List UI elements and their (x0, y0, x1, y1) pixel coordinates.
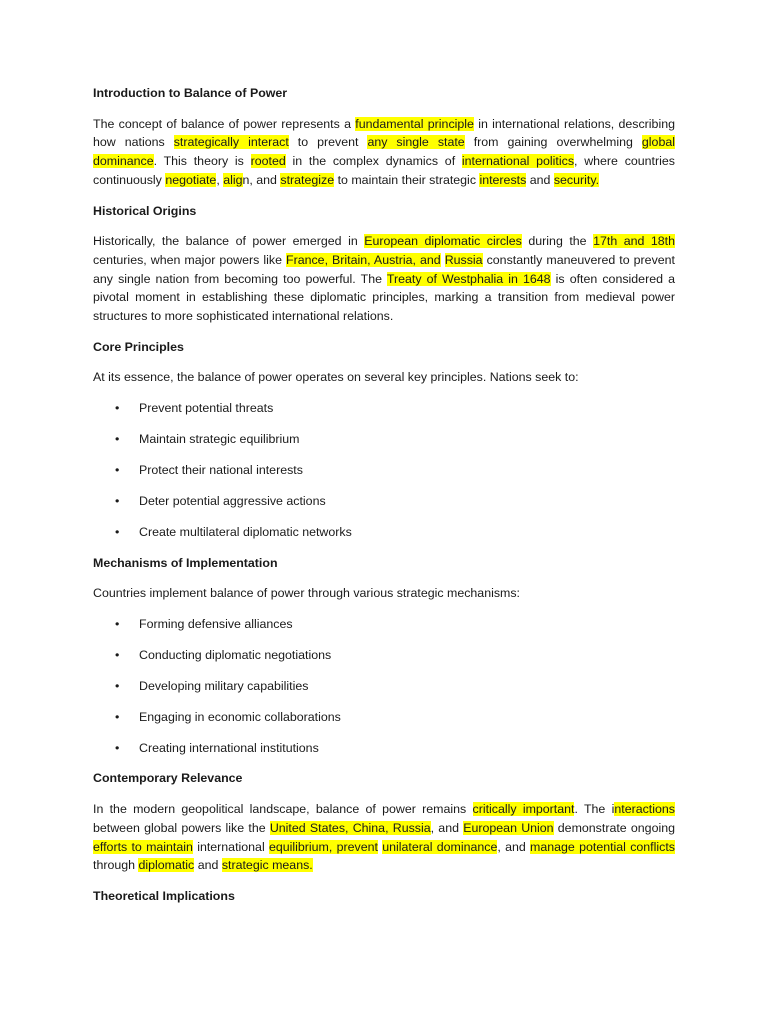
text-run: centuries, when major powers like (93, 252, 286, 267)
body-paragraph (93, 800, 675, 875)
list-item (93, 492, 675, 511)
highlighted-text: strategize (280, 172, 335, 187)
highlighted-text: global dominance (93, 135, 675, 169)
highlighted-text: unilateral dominance (382, 839, 498, 854)
text-run: and (194, 858, 222, 873)
document-page (93, 84, 675, 918)
list-item (93, 677, 675, 696)
list-item-text: Conducting diplomatic negotiations (139, 647, 332, 662)
body-paragraph (93, 115, 675, 190)
list-item (93, 615, 675, 634)
bullet-icon: • (115, 432, 120, 447)
bullet-icon: • (115, 678, 120, 693)
text-run: constantly maneuvered to prevent any single nation from becoming too powerful. The (93, 252, 675, 286)
text-run: The concept of balance of power represents a (93, 116, 356, 131)
highlighted-text: European diplomatic circles (364, 234, 522, 249)
text-run: between global powers like the (93, 820, 270, 835)
text-run: and (526, 172, 554, 187)
text-run: in international relations, describing how nations (93, 116, 675, 150)
highlighted-text: interests (479, 172, 527, 187)
highlighted-text: efforts to maintain (93, 839, 193, 854)
highlighted-text: United States, China, Russia (269, 820, 431, 835)
text-run: At its essence, the balance of power operates on several key principles. Nations seek to: (93, 370, 579, 385)
list-item-text: Protect their national interests (139, 462, 303, 477)
text-run: , and (430, 820, 464, 835)
list-item (93, 523, 675, 542)
text-run: , where countries continuously (93, 154, 675, 187)
section-heading: Historical Origins (93, 203, 197, 218)
highlighted-text: strategic means. (221, 858, 313, 873)
text-run: to prevent (288, 135, 368, 150)
section-heading: Theoretical Implications (93, 888, 235, 903)
highlighted-text: critically important (472, 802, 575, 817)
list-item-text: Engaging in economic collaborations (139, 709, 341, 724)
list-item-text: Prevent potential threats (139, 401, 274, 416)
list-item-text: Forming defensive alliances (139, 617, 293, 631)
highlighted-text: European Union (463, 820, 554, 835)
text-run: Countries implement balance of power through various strategic mechanisms: (93, 586, 520, 601)
text-run: In the modern geopolitical landscape, balance of power remains (93, 802, 473, 817)
bullet-icon: • (115, 647, 120, 662)
list-item-text: Deter potential aggressive actions (139, 493, 326, 508)
highlighted-text: fundamental principle (355, 116, 474, 131)
bullet-icon: • (115, 401, 120, 416)
bullet-icon: • (115, 462, 120, 477)
bullet-icon: • (115, 493, 120, 508)
text-run: . The i (574, 802, 615, 817)
list-item (93, 399, 675, 418)
text-run: Historically, the balance of power emerged in (93, 234, 365, 249)
section-heading: Core Principles (93, 339, 184, 354)
text-run: , (216, 172, 224, 187)
highlighted-text: negotiate (165, 172, 217, 187)
text-run: . This theory is (153, 154, 251, 169)
highlighted-text: diplomatic (138, 858, 195, 873)
text-run: from gaining overwhelming (464, 135, 642, 150)
text-run: through (93, 858, 139, 873)
highlighted-text: manage potential conflicts (530, 839, 675, 854)
text-run: is often considered a pivotal moment in establishing these diplomatic principles, marking a transition from medieval power structures to more sophisticated international relations. (93, 271, 675, 324)
body-paragraph (93, 368, 675, 387)
highlighted-text: Treaty of Westphalia in 1648 (386, 271, 551, 286)
list-item (93, 646, 675, 665)
highlighted-text: France, Britain, Austria, and (286, 252, 441, 267)
text-run: international (192, 839, 269, 854)
highlighted-text: nteractions (614, 802, 675, 817)
list-item-text: Maintain strategic equilibrium (139, 432, 300, 447)
highlighted-text: rooted (250, 154, 286, 169)
highlighted-text: strategically interact (173, 135, 289, 150)
text-run: demonstrate ongoing (553, 820, 676, 835)
highlighted-text: 17th and 18th (593, 234, 676, 249)
section-heading: Mechanisms of Implementation (93, 555, 278, 570)
section-heading: Contemporary Relevance (93, 771, 243, 786)
text-run: in the complex dynamics of (285, 154, 462, 169)
list-item-text: Developing military capabilities (139, 678, 309, 693)
bullet-list (93, 399, 675, 541)
text-run: to maintain their strategic (334, 172, 480, 187)
list-item (93, 739, 675, 758)
highlighted-text: any single state (367, 135, 465, 150)
list-item (93, 708, 675, 727)
highlighted-text: alig (223, 172, 243, 187)
text-run: , and (497, 839, 531, 854)
body-paragraph (93, 232, 675, 326)
list-item-text: Creating international institutions (139, 740, 319, 755)
text-run: during the (521, 234, 594, 249)
bullet-icon: • (115, 617, 120, 631)
bullet-list (93, 615, 675, 757)
body-paragraph (93, 584, 675, 603)
text-run: n, and (242, 172, 281, 187)
highlighted-text: equilibrium, prevent (268, 839, 378, 854)
list-item-text: Create multilateral diplomatic networks (139, 524, 352, 539)
highlighted-text: security. (553, 172, 600, 187)
bullet-icon: • (115, 524, 120, 539)
list-item (93, 461, 675, 480)
highlighted-text: international politics (461, 154, 575, 169)
list-item (93, 430, 675, 449)
highlighted-text: Russia (444, 252, 483, 267)
bullet-icon: • (115, 740, 120, 755)
section-heading: Introduction to Balance of Power (93, 86, 288, 100)
bullet-icon: • (115, 709, 120, 724)
